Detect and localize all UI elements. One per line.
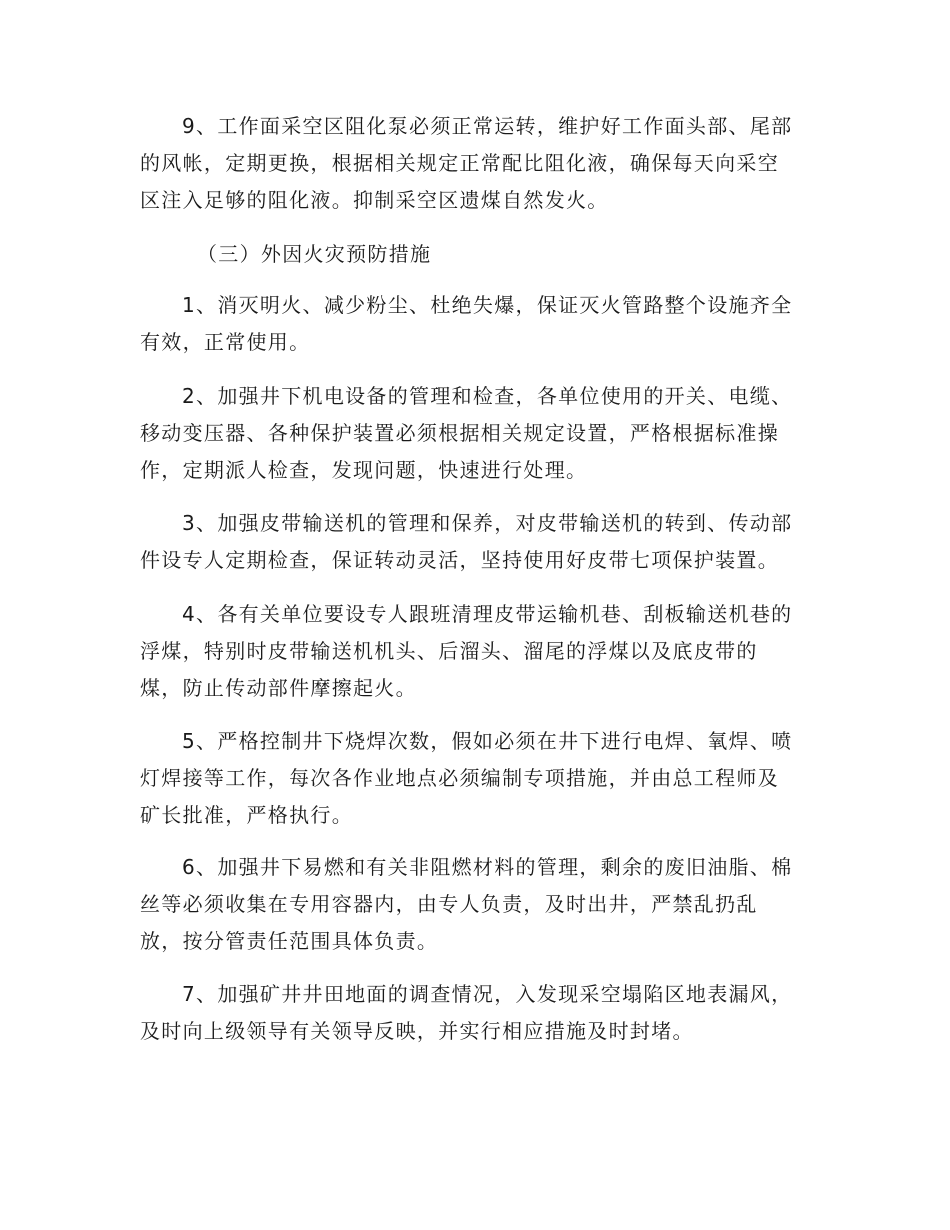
paragraph-line: 件设专人定期检查，保证转动灵活，坚持使用好皮带七项保护装置。 <box>140 548 779 572</box>
paragraph-4 <box>140 596 810 707</box>
paragraph-line: 浮煤，特别时皮带输送机机头、后溜头、溜尾的浮煤以及底皮带的 <box>140 639 758 663</box>
paragraph-line: 5、严格控制井下烧焊次数，假如必须在井下进行电焊、氧焊、喷 <box>182 729 793 753</box>
paragraph-1 <box>140 287 810 361</box>
paragraph-line: 7、加强矿井井田地面的调查情况，入发现采空塌陷区地表漏风， <box>182 982 793 1006</box>
paragraph-5 <box>140 723 810 834</box>
paragraph-line: 1、消灭明火、减少粉尘、杜绝失爆，保证灭火管路整个设施齐全 <box>182 293 793 317</box>
paragraph-2 <box>140 378 810 489</box>
section-heading: （三）外因火灾预防措施 <box>197 242 432 266</box>
paragraph-3 <box>140 505 810 579</box>
paragraph-6 <box>140 849 810 960</box>
paragraph-line: 作，定期派人检查，发现问题，快速进行处理。 <box>140 458 588 482</box>
paragraph-line: 6、加强井下易燃和有关非阻燃材料的管理，剩余的废旧油脂、棉 <box>182 855 793 879</box>
paragraph-line: 灯焊接等工作，每次各作业地点必须编制专项措施，并由总工程师及 <box>140 766 779 790</box>
paragraph-line: 移动变压器、各种保护装置必须根据相关规定设置，严格根据标准操 <box>140 421 779 445</box>
paragraph-line: 9、工作面采空区阻化泵必须正常运转，维护好工作面头部、尾部 <box>182 114 793 138</box>
paragraph-line: 2、加强井下机电设备的管理和检查，各单位使用的开关、电缆、 <box>182 384 793 408</box>
paragraph-line: 丝等必须收集在专用容器内，由专人负责，及时出井，严禁乱扔乱 <box>140 892 758 916</box>
paragraph-7 <box>140 976 810 1050</box>
paragraph-line: 区注入足够的阻化液。抑制采空区遗煤自然发火。 <box>140 188 609 212</box>
paragraph-line: 放，按分管责任范围具体负责。 <box>140 929 439 953</box>
paragraph-line: 4、各有关单位要设专人跟班清理皮带运输机巷、刮板输送机巷的 <box>182 602 793 626</box>
paragraph-line: 的风帐，定期更换，根据相关规定正常配比阻化液，确保每天向采空 <box>140 151 779 175</box>
paragraph-line: 及时向上级领导有关领导反映，并实行相应措施及时封堵。 <box>140 1019 694 1043</box>
paragraph-line: 3、加强皮带输送机的管理和保养，对皮带输送机的转到、传动部 <box>182 511 793 535</box>
paragraph-9 <box>140 108 810 219</box>
paragraph-line: 煤，防止传动部件摩擦起火。 <box>140 676 417 700</box>
paragraph-line: 有效，正常使用。 <box>140 330 311 354</box>
paragraph-line: 矿长批准，严格执行。 <box>140 803 353 827</box>
